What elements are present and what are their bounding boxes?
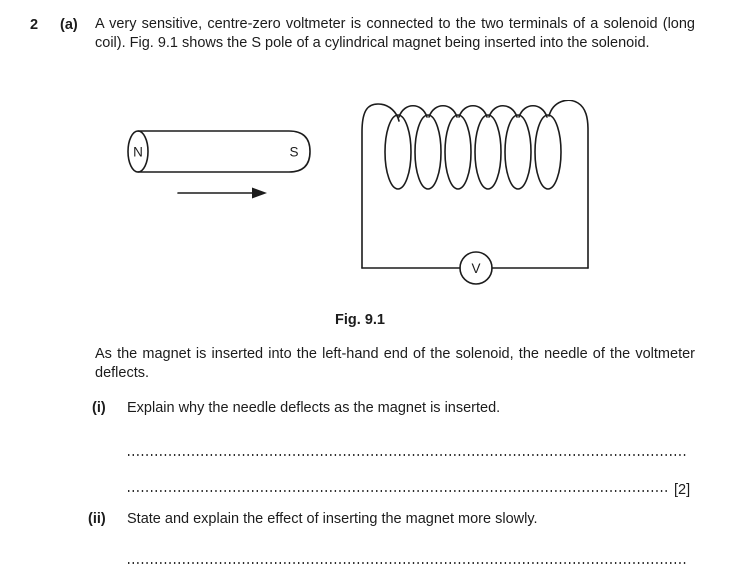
magnet-body (138, 131, 310, 172)
sub-question-i-label: (i) (92, 400, 106, 416)
coil-loop (505, 115, 531, 189)
voltmeter-label: V (471, 261, 481, 276)
sub-question-ii-text: State and explain the effect of inserting the magnet more slowly. (127, 511, 538, 527)
marks-badge: [2] (674, 482, 691, 498)
coil-bump (459, 106, 487, 117)
coil-loop (535, 115, 561, 189)
figure-9-1-diagram (100, 100, 620, 300)
coil-bump (399, 106, 427, 117)
after-figure-text: As the magnet is inserted into the left-hand end of the solenoid, the needle of the voltmeter deflects. (95, 346, 695, 381)
sub-question-i-text: Explain why the needle deflects as the magnet is inserted. (127, 400, 501, 416)
magnet-south-label: S (289, 144, 299, 160)
coil-bump (489, 106, 517, 117)
coil-loop (385, 115, 411, 189)
coil-loop (475, 115, 501, 189)
question-intro-text: A very sensitive, centre-zero voltmeter is connected to the two terminals of a solenoid (long coil). Fig. 9.1 shows the S pole of a cylindrical magnet being inserted into the solenoid. (95, 16, 695, 51)
answer-line (128, 562, 688, 564)
question-number: 2 (30, 17, 39, 33)
coil-bump (429, 106, 457, 117)
coil-loop (415, 115, 441, 189)
question-part-label: (a) (60, 17, 78, 33)
sub-question-ii-label: (ii) (88, 511, 106, 527)
magnet-solenoid-diagram (100, 100, 620, 300)
answer-line (128, 454, 688, 456)
figure-caption: Fig. 9.1 (335, 312, 385, 328)
answer-line (128, 490, 668, 492)
coil-loop (445, 115, 471, 189)
magnet-north-label: N (133, 144, 143, 160)
coil-bump (519, 106, 547, 117)
motion-arrow-head (252, 188, 267, 199)
